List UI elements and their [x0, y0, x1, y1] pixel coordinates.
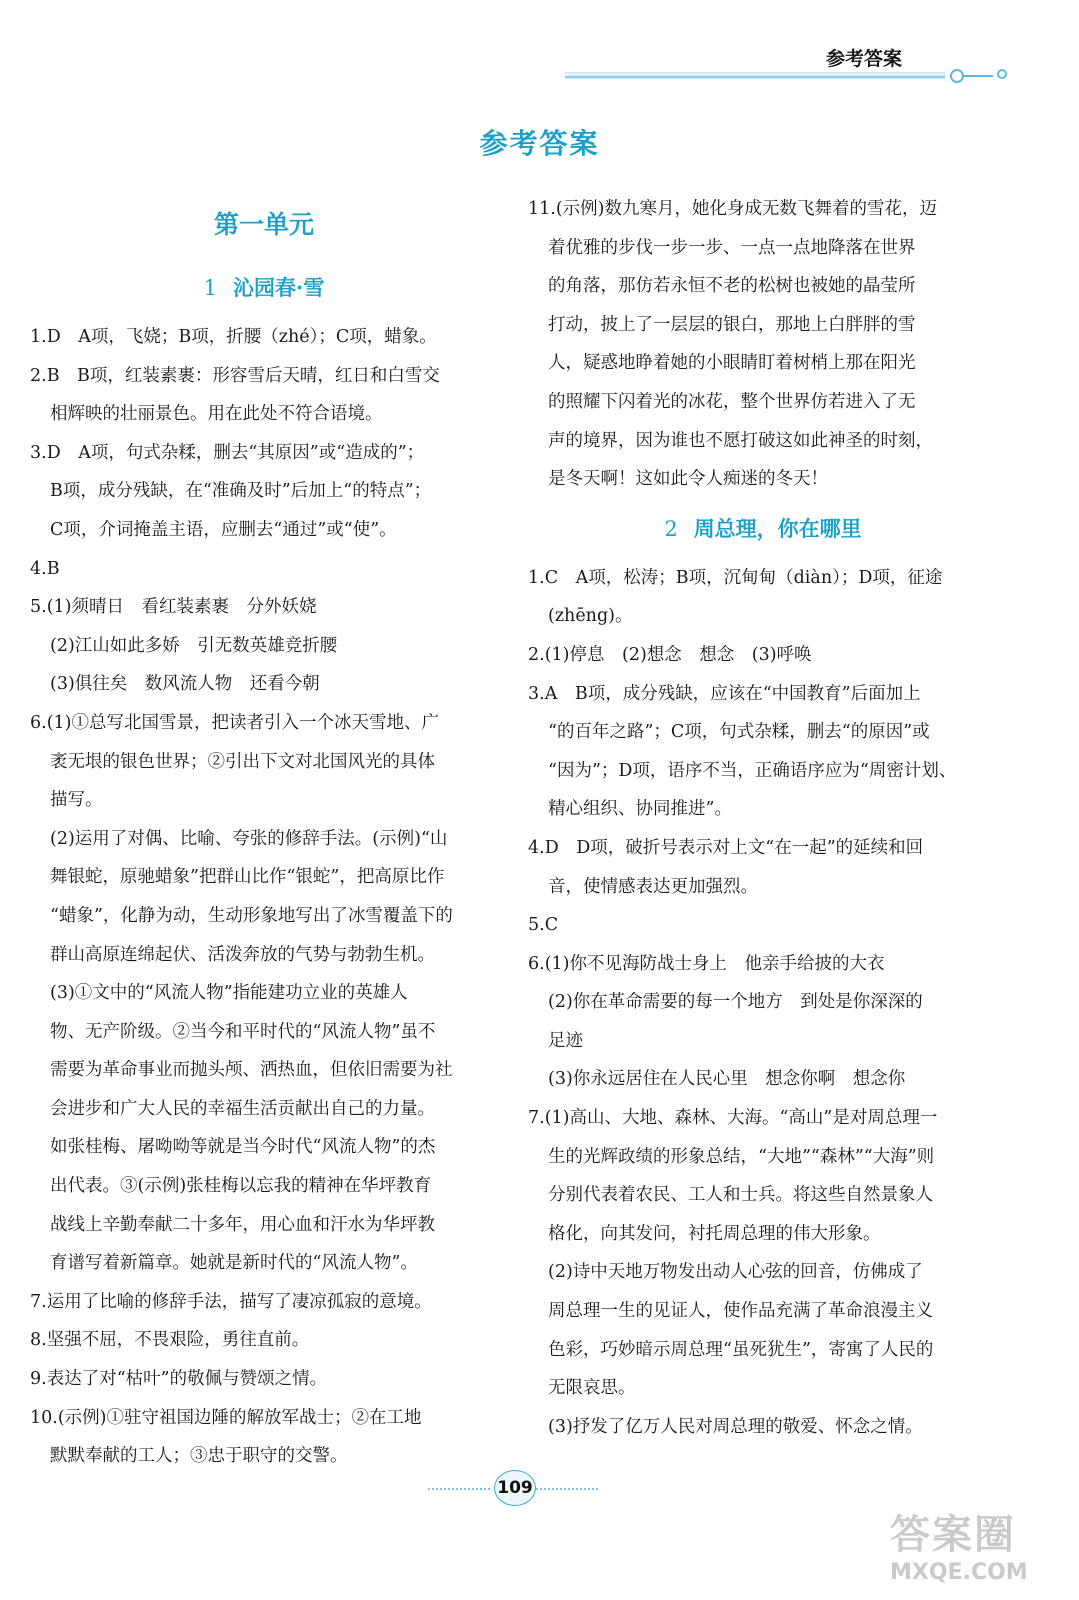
answer-line: 相辉映的壮丽景色。用在此处不符合语境。	[50, 404, 383, 425]
watermark-text: 答案圈	[890, 1512, 1016, 1558]
answer-line: 声的境界，因为谁也不愿打破这如此神圣的时刻，	[548, 430, 933, 451]
answer-line: 10.(示例)①驻守祖国边陲的解放军战士；②在工地	[30, 1407, 422, 1428]
answer-line: 3.A B项，成分残缺，应该在“中国教育”后面加上	[528, 683, 921, 704]
answer-line: 11.(示例)数九寒月，她化身成无数飞舞着的雪花，迈	[528, 199, 937, 219]
section-name: 沁园春·雪	[233, 275, 325, 300]
answer-line: (3)俱往矣 数风流人物 还看今朝	[50, 674, 320, 695]
answer-line: 着优雅的步伐一步一步、一点一点地降落在世界	[548, 237, 916, 258]
answer-line: 描写。	[50, 790, 103, 811]
page-title: 参考答案	[479, 127, 600, 160]
page-number: 109	[494, 1470, 536, 1506]
unit-title: 第一单元	[213, 210, 314, 239]
answer-line: 4.B	[30, 558, 60, 579]
answer-line: 舞银蛇，原驰蜡象”把群山比作“银蛇”，把高原比作	[50, 867, 445, 888]
answer-line: 是冬天啊！这如此令人痴迷的冬天！	[548, 469, 828, 490]
answer-line: 6.(1)你不见海防战士身上 他亲手给披的大衣	[528, 953, 885, 974]
answer-line: 物、无产阶级。②当今和平时代的“风流人物”虽不	[50, 1021, 436, 1042]
section-number: 2	[664, 516, 678, 541]
section-title-1	[30, 258, 498, 318]
answer-line: 7.运用了比喻的修辞手法，描写了凄凉孤寂的意境。	[30, 1291, 432, 1312]
answer-line: 1.D A项，飞娆；B项，折腰（zhé）；C项，蜡象。	[30, 327, 437, 347]
answer-line: 9.表达了对“枯叶”的敬佩与赞颂之情。	[30, 1369, 328, 1390]
answer-line: 足迹	[548, 1030, 583, 1051]
answer-line: 分别代表着农民、工人和士兵。将这些自然景象人	[548, 1185, 933, 1206]
answer-line: 6.(1)①总写北国雪景，把读者引入一个冰天雪地、广	[30, 712, 439, 733]
watermark-logo	[890, 1512, 1070, 1596]
header-decoration	[565, 68, 1015, 84]
answer-line: 格化，向其发问，衬托周总理的伟大形象。	[548, 1223, 881, 1244]
answer-line: 默默奉献的工人；③忠于职守的交警。	[50, 1446, 348, 1467]
answer-line: 色彩，巧妙暗示周总理“虽死犹生”，寄寓了人民的	[548, 1339, 934, 1360]
answer-line: (2)你在革命需要的每一个地方 到处是你深深的	[548, 992, 923, 1013]
answer-line: 7.(1)高山、大地、森林、大海。“高山”是对周总理一	[528, 1108, 938, 1129]
answer-line: (zhēng)。	[548, 606, 633, 627]
answer-line: 战线上辛勤奉献二十多年，用心血和汗水为华坪教	[50, 1214, 435, 1235]
right-column	[528, 190, 998, 1446]
answer-line: 袤无垠的银色世界；②引出下文对北国风光的具体	[50, 751, 435, 772]
answer-line: (2)江山如此多娇 引无数英雄竞折腰	[50, 635, 338, 656]
answer-line: C项，介词掩盖主语，应删去“通过”或“使”。	[50, 519, 397, 540]
answer-line: 群山高原连绵起伏、活泼奔放的气势与勃勃生机。	[50, 944, 435, 965]
answer-line: “蜡象”，化静为动，生动形象地写出了冰雪覆盖下的	[50, 905, 453, 926]
footer-dots-left	[428, 1488, 490, 1490]
answer-line: 无限哀思。	[548, 1378, 636, 1399]
answer-line: 8.坚强不屈，不畏艰险，勇往直前。	[30, 1330, 310, 1351]
answer-line: “因为”；D项，语序不当，正确语序应为“周密计划、	[548, 760, 957, 781]
section-name: 周总理，你在哪里	[693, 515, 862, 541]
answer-line: 生的光辉政绩的形象总结，“大地”“森林”“大海”则	[548, 1146, 935, 1167]
answer-line: 会进步和广大人民的幸福生活贡献出自己的力量。	[50, 1098, 435, 1119]
answer-list-left	[30, 318, 498, 1476]
answer-line: 精心组织、协同推进”。	[548, 799, 732, 820]
answer-line: 的角落，那仿若永恒不老的松树也被她的晶莹所	[548, 276, 916, 297]
watermark-url: MXQE.COM	[890, 1560, 1028, 1585]
answer-line: 出代表。③(示例)张桂梅以忘我的精神在华坪教育	[50, 1176, 432, 1197]
answer-line: B项，成分残缺，在“准确及时”后加上“的特点”；	[50, 481, 432, 502]
footer-dots-right	[536, 1488, 598, 1490]
answer-line: 5.C	[528, 915, 559, 936]
answer-line: “的百年之路”；C项，句式杂糅，删去“的原因”或	[548, 722, 930, 743]
answer-line: (3)你永远居住在人民心里 想念你啊 想念你	[548, 1069, 906, 1090]
answer-line: (2)诗中天地万物发出动人心弦的回音，仿佛成了	[548, 1262, 923, 1283]
running-header: 参考答案	[826, 48, 903, 70]
answer-line: 育谱写着新篇章。她就是新时代的“风流人物”。	[50, 1253, 418, 1274]
answer-line: 4.D D项，破折号表示对上文“在一起”的延续和回	[528, 837, 924, 858]
answer-list-right	[528, 559, 998, 1447]
answer-line: 3.D A项，句式杂糅，删去“其原因”或“造成的”；	[30, 442, 425, 463]
answer-line: (3)①文中的“风流人物”指能建功立业的英雄人	[50, 983, 408, 1004]
answer-line: 1.C A项，松涛；B项，沉甸甸（diàn）；D项，征途	[528, 567, 943, 588]
answer-line: 人，疑惑地睁着她的小眼睛盯着树梢上那在阳光	[548, 353, 916, 374]
page-footer	[428, 1468, 598, 1508]
answer-line: 2.(1)停息 (2)想念 想念 (3)呼唤	[528, 644, 812, 665]
answer-line: 2.B B项，红装素裹：形容雪后天晴，红日和白雪交	[30, 365, 440, 386]
section-number: 1	[203, 276, 218, 300]
answer-line: 需要为革命事业而抛头颅、洒热血，但依旧需要为社	[50, 1060, 453, 1081]
section-title-2	[528, 499, 998, 559]
answer-line: (2)运用了对偶、比喻、夸张的修辞手法。(示例)“山	[50, 828, 448, 849]
answer-line: 打动，披上了一层层的银白，那地上白胖胖的雪	[548, 314, 916, 335]
left-column	[30, 190, 498, 1476]
answer-list-right-top	[528, 190, 998, 499]
answer-line: 5.(1)须晴日 看红装素裹 分外妖娆	[30, 597, 317, 618]
answer-line: (3)抒发了亿万人民对周总理的敬爱、怀念之情。	[548, 1416, 923, 1437]
answer-line: 音，使情感表达更加强烈。	[548, 876, 758, 897]
answer-line: 周总理一生的见证人，使作品充满了革命浪漫主义	[548, 1301, 933, 1322]
answer-line: 如张桂梅、屠呦呦等就是当今时代“风流人物”的杰	[50, 1137, 436, 1158]
answer-line: 的照耀下闪着光的冰花，整个世界仿若进入了无	[548, 391, 916, 412]
